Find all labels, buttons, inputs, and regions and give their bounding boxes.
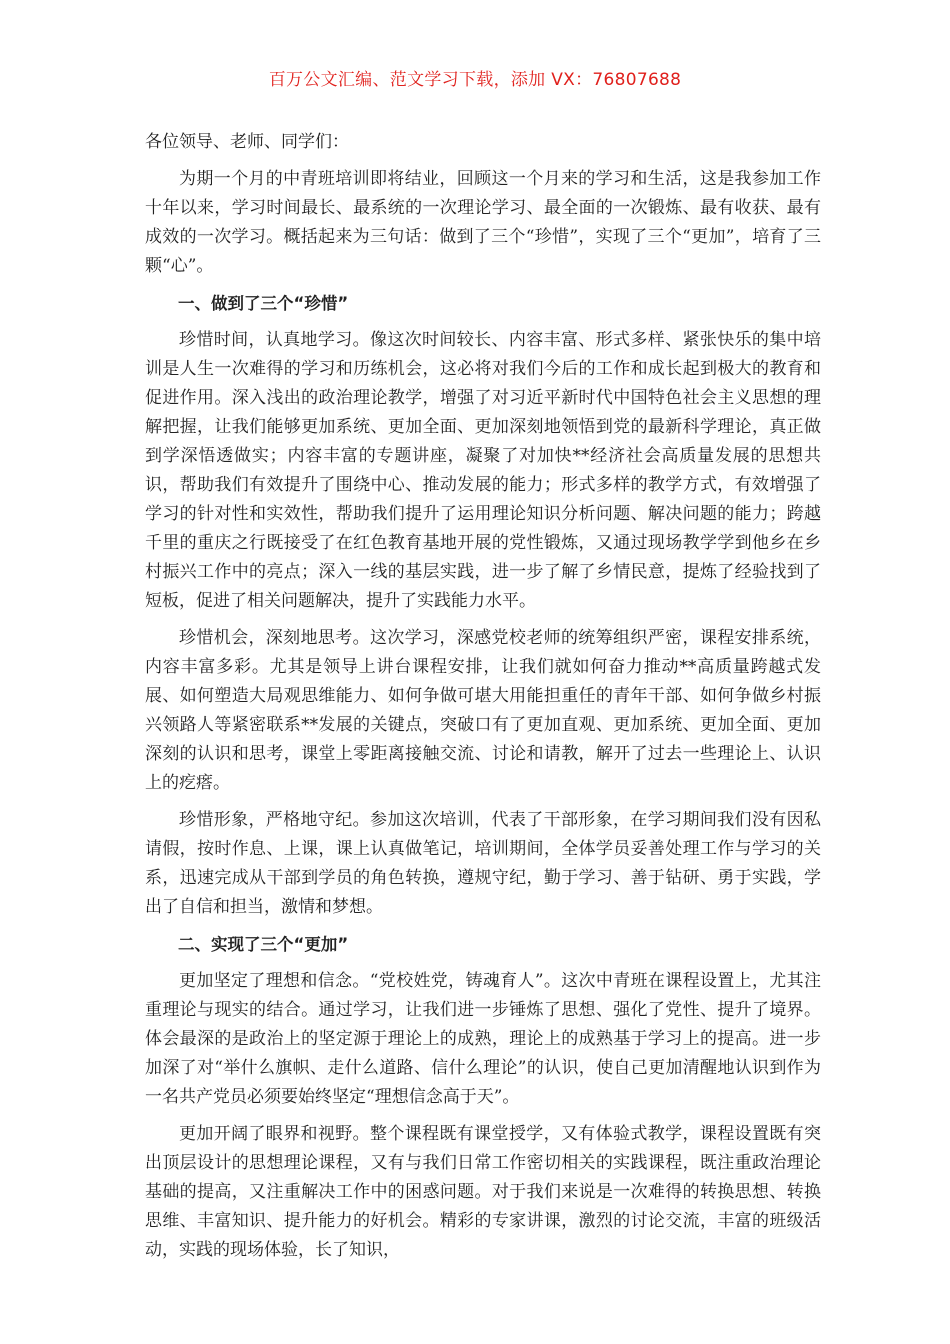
section1-paragraph-1: 珍惜时间，认真地学习。像这次时间较长、内容丰富、形式多样、紧张快乐的集中培训是人生一次难得的学习和历练机会，这必将对我们今后的工作和成长起到极大的教育和促进作用。深入浅出的政治理论教学，增强了对习近平新时代中国特色社会主义思想的理解把握，让我们能够更加系统、更加全面、更加深刻地领悟到党的最新科学理论，真正做到学深悟透做实；内容丰富的专题讲座，凝聚了对加快**经济社会高质量发展的思想共识，帮助我们有效提升了围绕中心、推动发展的能力；形式多样的教学方式，有效增强了学习的针对性和实效性，帮助我们提升了运用理论知识分析问题、解决问题的能力；跨越千里的重庆之行既接受了在红色教育基地开展的党性锻炼，又通过现场教学学到他乡在乡村振兴工作中的亮点；深入一线的基层实践，进一步了解了乡情民意，提炼了经验找到了短板，促进了相关问题解决，提升了实践能力水平。	[145, 330, 821, 611]
watermark-header: 百万公文汇编、范文学习下载，添加 VX：76807688	[268, 70, 682, 90]
section-heading-2: 二、实现了三个“更加”	[178, 935, 349, 954]
section1-paragraph-2: 珍惜机会，深刻地思考。这次学习，深感党校老师的统筹组织严密，课程安排系统，内容丰富多彩。尤其是领导上讲台课程安排，让我们就如何奋力推动**高质量跨越式发展、如何塑造大局观思维能力、如何争做可堪大用能担重任的青年干部、如何争做乡村振兴领路人等紧密联系**发展的关键点，突破口有了更加直观、更加系统、更加全面、更加深刻的认识和思考，课堂上零距离接触交流、讨论和请教，解开了过去一些理论上、认识上的疙瘩。	[145, 628, 821, 793]
document-body	[145, 128, 821, 1273]
section2-paragraph-1: 更加坚定了理想和信念。“党校姓党，铸魂育人”。这次中青班在课程设置上，尤其注重理论与现实的结合。通过学习，让我们进一步锤炼了思想、强化了党性、提升了境界。体会最深的是政治上的坚定源于理论上的成熟，理论上的成熟基于学习上的提高。进一步加深了对“举什么旗帜、走什么道路、信什么理论”的认识，使自己更加清醒地认识到作为一名共产党员必须要始终坚定“理想信念高于天”。	[145, 971, 821, 1107]
section1-paragraph-3: 珍惜形象，严格地守纪。参加这次培训，代表了干部形象，在学习期间我们没有因私请假，按时作息、上课，课上认真做笔记，培训期间，全体学员妥善处理工作与学习的关系，迅速完成从干部到学员的角色转换，遵规守纪，勤于学习、善于钻研、勇于实践，学出了自信和担当，激情和梦想。	[145, 810, 821, 917]
section-heading-1: 一、做到了三个“珍惜”	[178, 294, 349, 313]
intro-paragraph: 为期一个月的中青班培训即将结业，回顾这一个月来的学习和生活，这是我参加工作十年以来，学习时间最长、最系统的一次理论学习、最全面的一次锻炼、最有收获、最有成效的一次学习。概括起来为三句话：做到了三个“珍惜”，实现了三个“更加”，培育了三颗“心”。	[145, 169, 821, 276]
section2-paragraph-2: 更加开阔了眼界和视野。整个课程既有课堂授学，又有体验式教学，课程设置既有突出顶层设计的思想理论课程，又有与我们日常工作密切相关的实践课程，既注重政治理论基础的提高，又注重解决工作中的困惑问题。对于我们来说是一次难得的转换思想、转换思维、丰富知识、提升能力的好机会。精彩的专家讲课，激烈的讨论交流，丰富的班级活动，实践的现场体验，长了知识，	[145, 1124, 821, 1260]
salutation: 各位领导、老师、同学们：	[145, 132, 349, 152]
